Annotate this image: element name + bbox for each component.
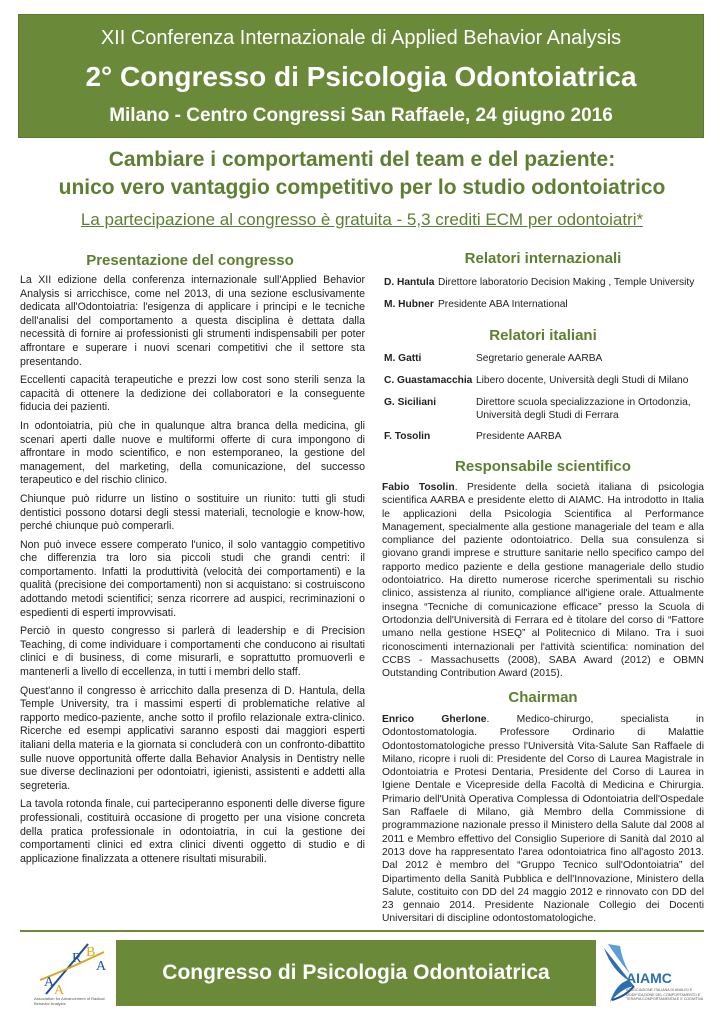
aiamc-caption: ASSOCIAZIONE ITALIANA DI ANALISI E MODIFICAZIONE DEL COMPORTAMENTO E TERAPIA COMPORTAMENTALE E COGNITIVA [626,988,704,1002]
aiamc-name: AIAMC [626,970,672,986]
list-item [384,430,704,443]
responsabile-heading: Responsabile scientifico [455,458,631,475]
responsabile-text [382,481,704,680]
aarba-caption: Association for Advancement of Radical Behavior Analysis [34,996,105,1006]
conference-title: XII Conferenza Internazionale di Applied Behavior Analysis [100,27,622,49]
svg-text:A: A [44,975,55,990]
aarba-logo-icon [26,940,110,996]
speaker-role: Presidente ABA International [438,299,568,310]
list-item [384,374,704,396]
footer [20,930,704,1016]
chairman-name: Enrico Gherlone [382,714,487,725]
chairman-bio: . Medico-chirurgo, specialista in Odontostomatologia. Professore Ordinario di Malattie Odontostomatologiche presso l'Università Vita-Salute San Raffaele di Milano, ricopre i ruoli di: Presidente del Corso di Laurea Magistrale in Odontoiatria e Protesi Dentaria, Presidente del Corso di Laurea in Igiene Dentale e Vicepreside della Facoltà di Medicina e Chirurgia. Primario dell'Unità Operativa Complessa di Odontoiatria dell'Ospedale San Raffaele di Milano, già Membro della Commissione di programmazione nazionale presso il Ministero della Salute dal 2008 al 2011 e Membro effettivo del Consiglio Superiore di Sanità dal 2010 al 2013 dove ha rappresentato l'area odontoiatrica fino all'agosto 2013. Dal 2012 è membro del “Gruppo Tecnico sull'Odontoiatria” del Dipartimento della Sanità Pubblica e dell'Innovazione, Ministero della Salute, costituito con DD del 24 maggio 2012 e rinnovato con DD del 23 gennaio 2014. Presidente Nazionale Collegio dei Docenti Universitari di discipline odontostomatologiche. [382,714,705,925]
paragraph: Non può invece essere comperato l'unico, il solo vantaggio competitivo che differenzia tra loro sia piccoli studi che grandi centri: il comportamento. Infatti la produttività (velocità dei comportamenti) e la qualità (precisione dei comportamenti) non si acquistano: si costruiscono adottando metodi scientifici; senza ricorrere ad auspici, recriminazioni o espedienti di esperti improvvisati. [20,538,365,619]
venue-date: Milano - Centro Congressi San Raffaele, 24 giugno 2016 [109,105,613,126]
speaker-role: Libero docente, Università degli Studi di Milano [476,375,689,386]
speaker-name: F. Tosolin [384,431,431,442]
speaker-role: Presidente AARBA [476,431,562,442]
subtitle: La partecipazione al congresso è gratuita - 5,3 crediti ECM per odontoiatri* [80,210,644,229]
relatori-int-list [384,276,704,311]
list-item [384,396,704,430]
speaker-role: Segretario generale AARBA [476,353,603,364]
paragraph: Quest'anno il congresso è arricchito dalla presenza di D. Hantula, della Temple University, tra i massimi esperti di problematiche relative al rapporto medico-paziente, anche sotto il profilo relazionale extra-clinico. Ricerche ed esempi applicativi saranno esposti dai maggiori esperti italiani della materia e la giornata si concluderà con un confronto-dibattito sulle nuove opportunità offerte dalla Behavior Analysis in Dentistry nelle sue diverse declinazioni per odontoiatri, igienisti, assistenti e addetti alla segreteria. [20,684,365,792]
relatori-ita-heading: Relatori italiani [489,327,597,344]
aarba-logo [26,940,110,1010]
presentazione-heading: Presentazione del congresso [86,252,294,269]
svg-text:A: A [96,959,107,974]
speaker-name: C. Guastamacchia [384,375,473,386]
svg-text:R: R [72,951,82,966]
paragraph: Perciò in questo congresso si parlerà di leadership e di Precision Teaching, di come individuare i comportamenti che conducono ai risultati clinici e di business, di come misurarli, e soprattutto promuoverli e mantenerli a livello di eccellenza, in tutti i membri dello staff. [20,625,365,679]
list-item [384,298,704,311]
svg-text:A: A [54,983,65,996]
main-title-line2: unico vero vantaggio competitivo per lo studio odontoiatrico [58,176,666,199]
speaker-name: M. Hubner [384,299,434,310]
main-title [20,146,704,202]
chairman-text [382,713,704,926]
speaker-role: Direttore scuola specializzazione in Ortodonzia, Università degli Studi di Ferrara [476,397,691,421]
paragraph: Eccellenti capacità terapeutiche e prezzi low cost sono sterili senza la capacità di ottenere la dedizione dei collaboratori e la conseguente fiducia dei pazienti. [20,374,365,414]
speaker-name: M. Gatti [384,353,422,364]
footer-title: Congresso di Psicologia Odontoiatrica [116,940,596,1006]
svg-text:B: B [86,945,96,960]
aiamc-logo [600,940,704,1012]
paragraph: La XII edizione della conferenza internazionale sull'Applied Behavior Analysis si arricchisce, come nel 2013, di una sezione esclusivamente dedicata all'Odontoiatria: l'esigenza di applicare i principi e le tecniche dell'analisi del comportamento a questa disciplina è dettata dalla necessità di fornire ai professionisti gli strumenti indispensabili per poter affrontare e superare i nuovi scenari competitivi che il settore sta presentando. [20,274,365,368]
speaker-role: Direttore laboratorio Decision Making , Temple University [438,277,695,288]
main-title-line1: Cambiare i comportamenti del team e del paziente: [108,148,616,171]
paragraph: Chiunque può ridurre un listino o sostituire un riunito: tutti gli studi dentistici possono dotarsi degli stessi materiali, tecnologie e know-how, perché chiunque può comperarli. [20,492,365,533]
header-banner [18,14,704,138]
congress-title: 2° Congresso di Psicologia Odontoiatrica [85,61,637,92]
speaker-name: D. Hantula [384,277,435,288]
list-item [384,276,704,298]
relatori-int-heading: Relatori internazionali [464,250,622,267]
list-item [384,352,704,374]
responsabile-name: Fabio Tosolin [382,482,455,493]
paragraph: In odontoiatria, più che in qualunque altra branca della medicina, gli scenari aperti dalle nuove e multiformi offerte di cura impongono di affrontare in modo scientifico, e non estemporaneo, la gestione del management, del marketing, della comunicazione, del successo terapeutico e del rischio clinico. [20,419,365,487]
paragraph: La tavola rotonda finale, cui parteciperanno esponenti delle diverse figure professionali, costituirà occasione di progetto per una visione concreta della pratica professionale in odontoiatria, in cui la gestione dei comportamenti clinici ed extra clinici diventi oggetto di studio e di applicazione finalizzata a ottenere risultati misurabili. [20,798,365,865]
chairman-heading: Chairman [508,689,578,706]
speaker-name: G. Siciliani [384,397,437,408]
responsabile-bio: . Presidente della società italiana di psicologia scientifica AARBA e presidente eletto di AIAMC. Ha introdotto in Italia le applicazioni della Psicologia Scientifica al Performance Management, specialmente alla gestione manageriale del team e alla compliance del paziente odontoiatrico. Della sua consulenza si giovano grandi imprese e strutture sanitarie nello specifico campo del rapporto medico paziente e della gestione manageriale dello studio odontoiatrico. Ha diretto numerose ricerche sperimentali su rischio clinico, assistenza al riunito, compliance all'igiene orale. Attualmente insegna “Tecniche di comunicazione efficace” presso la Scuola di Ortodonzia dell'Università di Ferrara ed è titolare del corso di “Fattore umano nella gestione HSEQ” al Politecnico di Milano. Tra i suoi riconoscimenti internazionali per l'attività scientifica: nomination del CCBS - Massachusetts (2008), SABA Award (2012) e OBMN Outstanding Contribution Award (2015). [382,482,704,680]
presentazione-text [20,274,365,871]
relatori-ita-list [384,352,704,443]
